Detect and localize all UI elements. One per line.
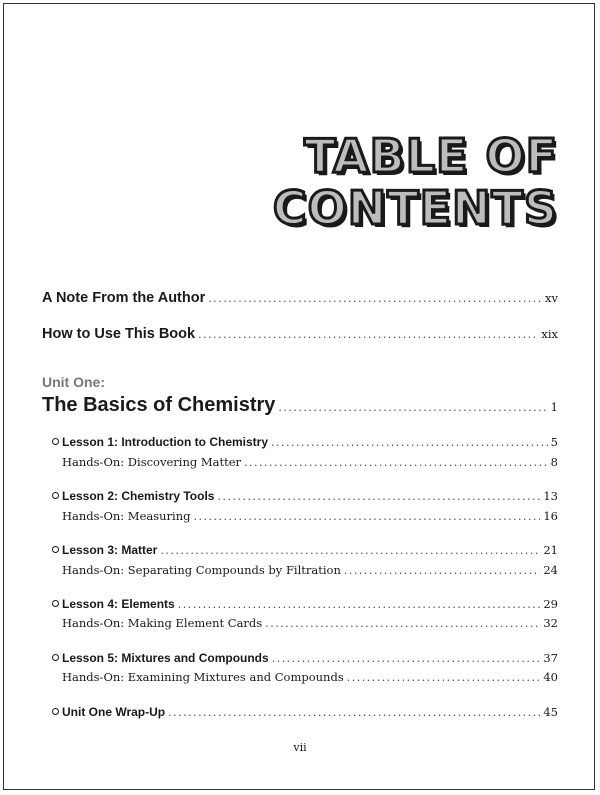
lesson-label — [52, 435, 268, 449]
toc-entry-label: A Note From the Author — [42, 290, 206, 306]
toc-entry-page: xv — [545, 291, 558, 305]
dot-leader — [347, 671, 541, 684]
toc-entry-unit-wrap-up[interactable] — [52, 705, 558, 719]
toc-entry-page: 5 — [550, 435, 558, 449]
bullet-icon — [52, 546, 59, 553]
hands-on-label: Hands-On: Measuring — [62, 509, 191, 523]
dot-leader — [344, 564, 540, 577]
lesson-label-text: Lesson 1: Introduction to Chemistry — [62, 435, 269, 449]
dot-leader — [272, 652, 541, 665]
dot-leader — [168, 706, 540, 719]
lesson-label-text: Lesson 3: Matter — [62, 543, 158, 557]
toc-entry-page: xix — [541, 327, 558, 341]
toc-entry-hands-on-4[interactable] — [62, 616, 558, 630]
toc-entry-hands-on-2[interactable] — [62, 509, 558, 523]
bullet-icon — [52, 492, 59, 499]
dot-leader — [160, 544, 540, 557]
toc-entry-author-note[interactable] — [42, 290, 558, 306]
bullet-icon — [52, 708, 59, 715]
toc-entry-page: 1 — [550, 400, 558, 414]
dot-leader — [178, 598, 541, 611]
page-title-line-1: TABLE OF — [304, 129, 558, 183]
dot-leader — [217, 490, 540, 503]
lesson-label — [52, 705, 165, 719]
toc-entry-lesson-1[interactable] — [52, 435, 558, 449]
toc-entry-lesson-4[interactable] — [52, 597, 558, 611]
toc-entry-page: 8 — [550, 455, 558, 469]
dot-leader — [194, 510, 541, 523]
lesson-label-text: Lesson 5: Mixtures and Compounds — [62, 651, 269, 665]
toc-entry-hands-on-3[interactable] — [62, 563, 558, 577]
lesson-label-text: Unit One Wrap-Up — [62, 705, 166, 719]
unit-title: The Basics of Chemistry — [42, 394, 276, 416]
dot-leader — [208, 292, 542, 305]
dot-leader — [244, 456, 548, 469]
hands-on-label: Hands-On: Making Element Cards — [62, 616, 263, 630]
dot-leader — [278, 401, 547, 414]
toc-entry-label: How to Use This Book — [42, 326, 196, 342]
hands-on-label: Hands-On: Discovering Matter — [62, 455, 242, 469]
page-title-line-2: CONTENTS — [272, 181, 558, 235]
dot-leader — [265, 617, 540, 630]
bullet-icon — [52, 654, 59, 661]
toc-entry-hands-on-1[interactable] — [62, 455, 558, 469]
lesson-label-text: Lesson 2: Chemistry Tools — [62, 489, 215, 503]
lesson-label — [52, 543, 157, 557]
hands-on-label: Hands-On: Separating Compounds by Filtration — [62, 563, 341, 577]
toc-entry-page: 32 — [543, 616, 558, 630]
toc-entry-hands-on-5[interactable] — [62, 670, 558, 684]
toc-entry-page: 24 — [543, 563, 558, 577]
unit-label: Unit One: — [42, 374, 105, 390]
dot-leader — [198, 328, 538, 341]
page-title — [273, 130, 558, 234]
page-number: vii — [293, 741, 307, 754]
bullet-icon — [52, 600, 59, 607]
toc-entry-page: 21 — [543, 543, 558, 557]
dot-leader — [271, 436, 548, 449]
toc-entry-page: 45 — [543, 705, 558, 719]
toc-entry-page: 40 — [543, 670, 558, 684]
toc-entry-page: 37 — [543, 651, 558, 665]
toc-entry-lesson-5[interactable] — [52, 651, 558, 665]
bullet-icon — [52, 438, 59, 445]
lesson-label — [52, 651, 269, 665]
lesson-label — [52, 489, 214, 503]
toc-entry-page: 29 — [543, 597, 558, 611]
toc-entry-page: 16 — [543, 509, 558, 523]
hands-on-label: Hands-On: Examining Mixtures and Compounds — [62, 670, 344, 684]
toc-entry-page: 13 — [543, 489, 558, 503]
toc-entry-unit-one[interactable] — [42, 394, 558, 417]
toc-entry-lesson-3[interactable] — [52, 543, 558, 557]
lesson-label — [52, 597, 175, 611]
toc-entry-lesson-2[interactable] — [52, 489, 558, 503]
lesson-label-text: Lesson 4: Elements — [62, 597, 175, 611]
toc-entry-how-to-use[interactable] — [42, 326, 558, 342]
